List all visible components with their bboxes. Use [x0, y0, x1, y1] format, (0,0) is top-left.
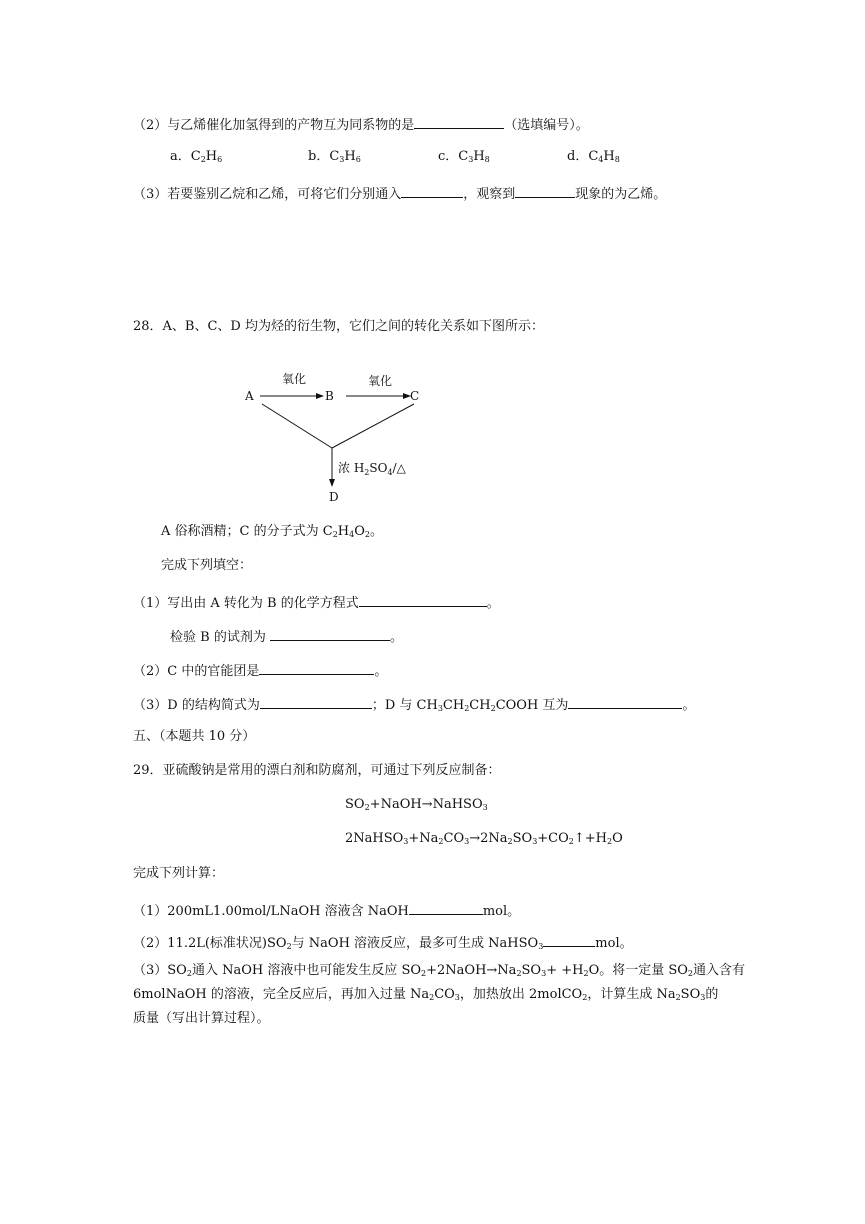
eq-text: +CO [537, 831, 569, 846]
subscript: 2 [490, 704, 496, 713]
q27-option-b[interactable] [308, 148, 361, 166]
q28-info [161, 523, 383, 541]
eq-text: +NaOH→NaHSO [369, 797, 483, 812]
answer-blank[interactable] [270, 626, 390, 641]
section-heading: 五、（本题共 10 分） [133, 729, 256, 744]
subscript: 4 [349, 530, 355, 539]
q28-part3-end: 。 [682, 698, 696, 713]
q29-stem: 29．亚硫酸钠是常用的漂白剂和防腐剂，可通过下列反应制备： [133, 763, 501, 778]
label-conc-h2so4: 浓 $H_2SO_4/\triangle$ [338, 461, 406, 477]
q27-part3 [133, 183, 666, 204]
subscript: 2 [464, 704, 470, 713]
q29-part2-end: mol。 [595, 936, 633, 951]
text: + +H [546, 963, 584, 978]
text: 的 [705, 987, 719, 1002]
q28-part3-text: （3）D 的结构简式为 [133, 698, 260, 713]
q27-option-d[interactable] [567, 148, 620, 166]
node-b: B [325, 389, 334, 403]
q27-part2-suffix: （选填编号）。 [504, 118, 589, 133]
q29-part2 [133, 932, 633, 953]
option-text: H [603, 149, 615, 164]
subscript: 6 [355, 155, 361, 164]
answer-blank[interactable] [414, 114, 504, 129]
q27-part2-text: （2）与乙烯催化加氢得到的产物互为同系物的是 [133, 118, 415, 133]
option-text: H [344, 149, 356, 164]
node-d: D [329, 490, 339, 504]
eq-text: O [612, 831, 623, 846]
subscript: 2 [507, 837, 513, 846]
answer-blank[interactable] [359, 592, 487, 607]
q28-part3-text: ；D 与 CH [371, 698, 438, 713]
eq-text: ↑+H [573, 831, 607, 846]
line-a-to-junction [262, 404, 332, 448]
q27-part3-text: （3）若要鉴别乙烷和乙烯，可将它们分别通入 [133, 187, 402, 202]
text: （3）SO [133, 963, 187, 978]
q28-part2-end: 。 [374, 664, 388, 679]
info-text: H [337, 524, 350, 539]
option-text: H [205, 149, 218, 164]
subscript: 2 [516, 969, 522, 978]
q29-part3-line3: 质量（写出计算过程）。 [133, 1011, 270, 1026]
subscript: 8 [614, 155, 620, 164]
q27-part3-text: ，观察到 [463, 187, 516, 202]
text: ，加热放出 2molCO [459, 987, 583, 1002]
subscript: 2 [286, 942, 292, 951]
text: SO [680, 987, 701, 1002]
q28-part1-end: 。 [486, 596, 500, 611]
option-text: H [473, 149, 485, 164]
q28-part1b [170, 626, 403, 647]
subscript: 3 [482, 803, 488, 812]
subscript: 2 [583, 969, 589, 978]
subscript: 3 [538, 942, 544, 951]
eq-text: SO [345, 797, 365, 812]
text: CO [434, 987, 455, 1002]
q29-part2-text: （2）11.2L(标准状况)SO [133, 936, 287, 951]
eq-text: +Na [408, 831, 439, 846]
subscript: 2 [421, 969, 427, 978]
eq-text: SO [512, 831, 533, 846]
option-label: a．C [170, 149, 201, 164]
info-text: A 俗称酒精；C 的分子式为 C [161, 524, 333, 539]
q29-part3-line1 [133, 962, 745, 980]
q28-part2-text: （2）C 中的官能团是 [133, 664, 260, 679]
text: SO [521, 963, 542, 978]
q28-part1b-end: 。 [389, 630, 403, 645]
answer-blank[interactable] [401, 183, 463, 198]
option-label: c．C [438, 149, 469, 164]
subscript: 2 [438, 837, 444, 846]
option-label: d．C [567, 149, 599, 164]
q29-equation-1 [345, 796, 488, 814]
eq-text: →2Na [469, 831, 508, 846]
q28-part3 [133, 694, 695, 715]
subscript: 3 [403, 837, 409, 846]
answer-blank[interactable] [260, 694, 372, 709]
eq-text: 2NaHSO [345, 831, 404, 846]
text: 6molNaOH 的溶液，完全反应后，再加入过量 Na [133, 987, 430, 1002]
info-text: 。 [369, 524, 383, 539]
subscript: 3 [339, 155, 345, 164]
subscript: 3 [532, 837, 538, 846]
info-text: O [354, 524, 365, 539]
text: ，计算生成 Na [587, 987, 676, 1002]
q28-part1 [133, 592, 500, 613]
q29-part1-end: mol。 [482, 904, 521, 919]
formula-text: COOH 互为 [495, 698, 569, 713]
subscript: 3 [468, 155, 474, 164]
q29-calc-title: 完成下列计算： [133, 866, 225, 881]
subscript: 2 [429, 993, 435, 1002]
formula-text: CH [469, 698, 491, 713]
line-c-to-junction [332, 404, 414, 448]
conversion-diagram [240, 368, 440, 513]
answer-blank[interactable] [568, 694, 682, 709]
subscript: 3 [541, 969, 547, 978]
subscript: 3 [700, 993, 706, 1002]
text: 通入含有 [693, 963, 746, 978]
text: O。将一定量 SO [588, 963, 688, 978]
subscript: 3 [437, 704, 443, 713]
option-label: b．C [308, 149, 340, 164]
subscript: 2 [582, 993, 588, 1002]
formula-text: CH [442, 698, 465, 713]
q29-part1-text: （1）200mL1.00mol/LNaOH 溶液含 NaOH [133, 904, 409, 919]
answer-blank[interactable] [409, 900, 483, 915]
subscript: 2 [332, 530, 338, 539]
q29-equation-2 [345, 830, 623, 848]
subscript: 2 [364, 803, 370, 812]
q27-part3-text: 现象的为乙烯。 [575, 187, 667, 202]
text: 通入 NaOH 溶液中也可能发生反应 SO [191, 963, 422, 978]
node-c: C [410, 389, 420, 403]
q28-stem: 28．A、B、C、D 均为烃的衍生物，它们之间的转化关系如下图所示： [133, 319, 544, 334]
label-oxidation-ab: 氧化 [282, 372, 307, 386]
q28-fill-title: 完成下列填空： [161, 558, 253, 573]
subscript: 3 [464, 837, 470, 846]
subscript: 2 [200, 155, 206, 164]
subscript: 6 [217, 155, 223, 164]
subscript: 4 [598, 155, 604, 164]
q27-part2 [133, 114, 589, 135]
q27-option-a[interactable] [170, 148, 222, 166]
answer-blank[interactable] [259, 660, 374, 675]
q28-part2 [133, 660, 387, 681]
answer-blank[interactable] [515, 183, 575, 198]
q29-part2-text: 与 NaOH 溶液反应，最多可生成 NaHSO [291, 936, 539, 951]
node-a: A [245, 389, 254, 403]
subscript: 8 [484, 155, 490, 164]
q27-option-c[interactable] [438, 148, 490, 166]
eq-text: CO [443, 831, 465, 846]
q29-part3-line2 [133, 986, 718, 1004]
q29-part1 [133, 900, 520, 921]
subscript: 2 [186, 969, 192, 978]
label-oxidation-bc: 氧化 [368, 374, 393, 388]
q28-part1-text: （1）写出由 A 转化为 B 的化学方程式 [133, 596, 359, 611]
subscript: 2 [568, 837, 574, 846]
subscript: 3 [454, 993, 460, 1002]
subscript: 2 [687, 969, 694, 978]
subscript: 2 [607, 837, 613, 846]
subscript: 2 [675, 993, 681, 1002]
q28-part1b-text: 检验 B 的试剂为 [170, 630, 266, 645]
text: +2NaOH→Na [426, 963, 517, 978]
answer-blank[interactable] [543, 932, 595, 947]
subscript: 2 [364, 530, 370, 539]
